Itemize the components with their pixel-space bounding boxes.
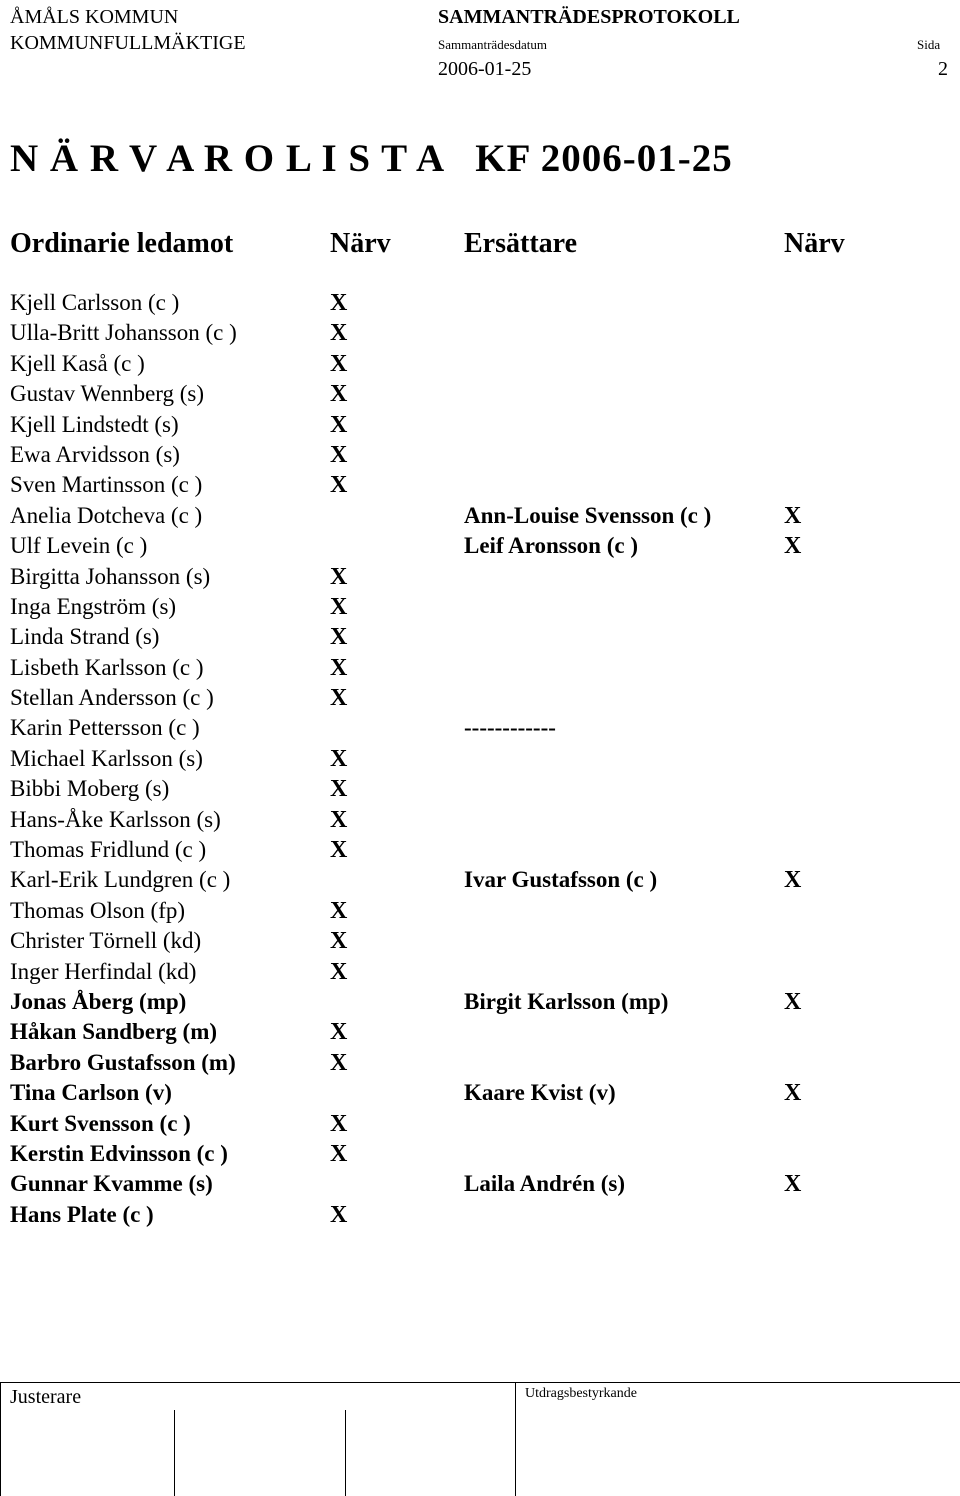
page-title: N Ä R V A R O L I S T A KF 2006-01-25 — [10, 137, 733, 180]
attendance-row — [0, 744, 960, 774]
member-name: Anelia Dotcheva (c ) — [10, 502, 203, 528]
column-header-member: Ordinarie ledamot — [10, 228, 234, 259]
member-name: Inga Engström (s) — [10, 593, 177, 619]
member-name: Tina Carlson (v) — [10, 1080, 172, 1106]
member-present-mark: X — [330, 1049, 348, 1076]
attendance-row — [0, 713, 960, 743]
member-name: Kurt Svensson (c ) — [10, 1110, 191, 1136]
member-name: Ewa Arvidsson (s) — [10, 441, 180, 467]
attendance-row — [0, 349, 960, 379]
member-present-mark: X — [330, 441, 348, 468]
attendance-row — [0, 440, 960, 470]
attendance-row — [0, 774, 960, 804]
member-present-mark: X — [330, 685, 348, 712]
attendance-row — [0, 1078, 960, 1108]
member-name: Gunnar Kvamme (s) — [10, 1171, 213, 1197]
member-present-mark: X — [330, 320, 348, 347]
attendance-row — [0, 896, 960, 926]
member-present-mark: X — [330, 928, 348, 955]
member-present-mark: X — [330, 745, 348, 772]
member-present-mark: X — [330, 654, 348, 681]
member-present-mark: X — [330, 1110, 348, 1137]
member-present-mark: X — [330, 350, 348, 377]
attendance-row — [0, 562, 960, 592]
member-present-mark: X — [330, 1140, 348, 1167]
signature-box-divider — [0, 1382, 1, 1496]
member-name: Stellan Andersson (c ) — [10, 685, 214, 711]
substitute-present-mark: X — [784, 533, 802, 560]
substitute-present-mark: X — [784, 1171, 802, 1198]
signature-box-divider — [345, 1410, 346, 1496]
member-name: Kjell Kaså (c ) — [10, 350, 145, 376]
attendance-row — [0, 1200, 960, 1230]
member-name: Sven Martinsson (c ) — [10, 472, 203, 498]
meeting-date: 2006-01-25 — [438, 58, 532, 80]
member-name: Gustav Wennberg (s) — [10, 381, 205, 407]
substitute-present-mark: X — [784, 1080, 802, 1107]
substitute-name: Laila Andrén (s) — [464, 1171, 626, 1197]
footer-divider — [0, 1382, 960, 1383]
member-name: Kjell Lindstedt (s) — [10, 411, 179, 437]
member-name: Lisbeth Karlsson (c ) — [10, 654, 204, 680]
substitute-name: Ivar Gustafsson (c ) — [464, 867, 658, 893]
column-header-substitute-present: Närv — [784, 228, 845, 259]
attendance-row — [0, 1017, 960, 1047]
member-name: Birgitta Johansson (s) — [10, 563, 211, 589]
member-name: Barbro Gustafsson (m) — [10, 1049, 236, 1075]
attendance-row — [0, 379, 960, 409]
substitute-present-mark: X — [784, 502, 802, 529]
substitute-name: Leif Aronsson (c ) — [464, 533, 638, 559]
attendance-row — [0, 531, 960, 561]
member-name: Christer Törnell (kd) — [10, 928, 202, 954]
member-name: Michael Karlsson (s) — [10, 745, 203, 771]
member-present-mark: X — [330, 593, 348, 620]
attendance-row — [0, 470, 960, 500]
member-name: Inger Herfindal (kd) — [10, 958, 197, 984]
attendance-row — [0, 683, 960, 713]
adjusters-label: Justerare — [10, 1386, 82, 1408]
attendance-row — [0, 1139, 960, 1169]
member-name: Kerstin Edvinsson (c ) — [10, 1140, 228, 1166]
member-present-mark: X — [330, 837, 348, 864]
substitute-name: ------------ — [464, 715, 556, 741]
attendance-list — [0, 288, 960, 1230]
member-name: Hans Plate (c ) — [10, 1201, 154, 1227]
attendance-row — [0, 957, 960, 987]
member-name: Hans-Åke Karlsson (s) — [10, 806, 221, 832]
member-present-mark: X — [330, 563, 348, 590]
member-present-mark: X — [330, 958, 348, 985]
member-present-mark: X — [330, 1019, 348, 1046]
extract-label: Utdragsbestyrkande — [525, 1386, 637, 1401]
substitute-present-mark: X — [784, 988, 802, 1015]
attendance-row — [0, 653, 960, 683]
member-name: Karl-Erik Lundgren (c ) — [10, 867, 231, 893]
member-name: Linda Strand (s) — [10, 624, 160, 650]
member-present-mark: X — [330, 624, 348, 651]
attendance-row — [0, 835, 960, 865]
substitute-name: Ann-Louise Svensson (c ) — [464, 502, 712, 528]
member-present-mark: X — [330, 897, 348, 924]
attendance-row — [0, 501, 960, 531]
attendance-row — [0, 987, 960, 1017]
member-present-mark: X — [330, 776, 348, 803]
attendance-row — [0, 805, 960, 835]
member-name: Karin Pettersson (c ) — [10, 715, 200, 741]
signature-box-divider — [174, 1410, 175, 1496]
member-name: Kjell Carlsson (c ) — [10, 290, 180, 315]
member-name: Jonas Åberg (mp) — [10, 988, 187, 1014]
member-name: Thomas Olson (fp) — [10, 897, 186, 923]
member-name: Ulf Levein (c ) — [10, 533, 148, 559]
attendance-row — [0, 318, 960, 348]
member-present-mark: X — [330, 1201, 348, 1228]
attendance-row — [0, 1109, 960, 1139]
attendance-row — [0, 926, 960, 956]
member-present-mark: X — [330, 381, 348, 408]
member-present-mark: X — [330, 472, 348, 499]
attendance-row — [0, 1048, 960, 1078]
member-name: Håkan Sandberg (m) — [10, 1019, 218, 1045]
page-number: 2 — [938, 58, 948, 80]
member-present-mark: X — [330, 290, 348, 316]
attendance-row — [0, 410, 960, 440]
attendance-row — [0, 622, 960, 652]
column-header-substitute: Ersättare — [464, 228, 577, 259]
page-label: Sida — [917, 37, 941, 52]
council-name: KOMMUNFULLMÄKTIGE — [10, 32, 246, 54]
substitute-name: Birgit Karlsson (mp) — [464, 988, 669, 1014]
member-name: Ulla-Britt Johansson (c ) — [10, 320, 237, 346]
substitute-present-mark: X — [784, 867, 802, 894]
member-name: Thomas Fridlund (c ) — [10, 837, 207, 863]
date-label: Sammanträdesdatum — [438, 37, 548, 52]
signature-box-divider — [515, 1382, 516, 1496]
member-name: Bibbi Moberg (s) — [10, 776, 170, 802]
attendance-row — [0, 1169, 960, 1199]
protocol-title: SAMMANTRÄDESPROTOKOLL — [438, 6, 740, 28]
member-present-mark: X — [330, 411, 348, 438]
attendance-row — [0, 592, 960, 622]
column-header-member-present: Närv — [330, 228, 391, 259]
substitute-name: Kaare Kvist (v) — [464, 1080, 616, 1106]
member-present-mark: X — [330, 806, 348, 833]
municipality-name: ÅMÅLS KOMMUN — [10, 6, 179, 28]
attendance-row — [0, 288, 960, 318]
attendance-row — [0, 865, 960, 895]
